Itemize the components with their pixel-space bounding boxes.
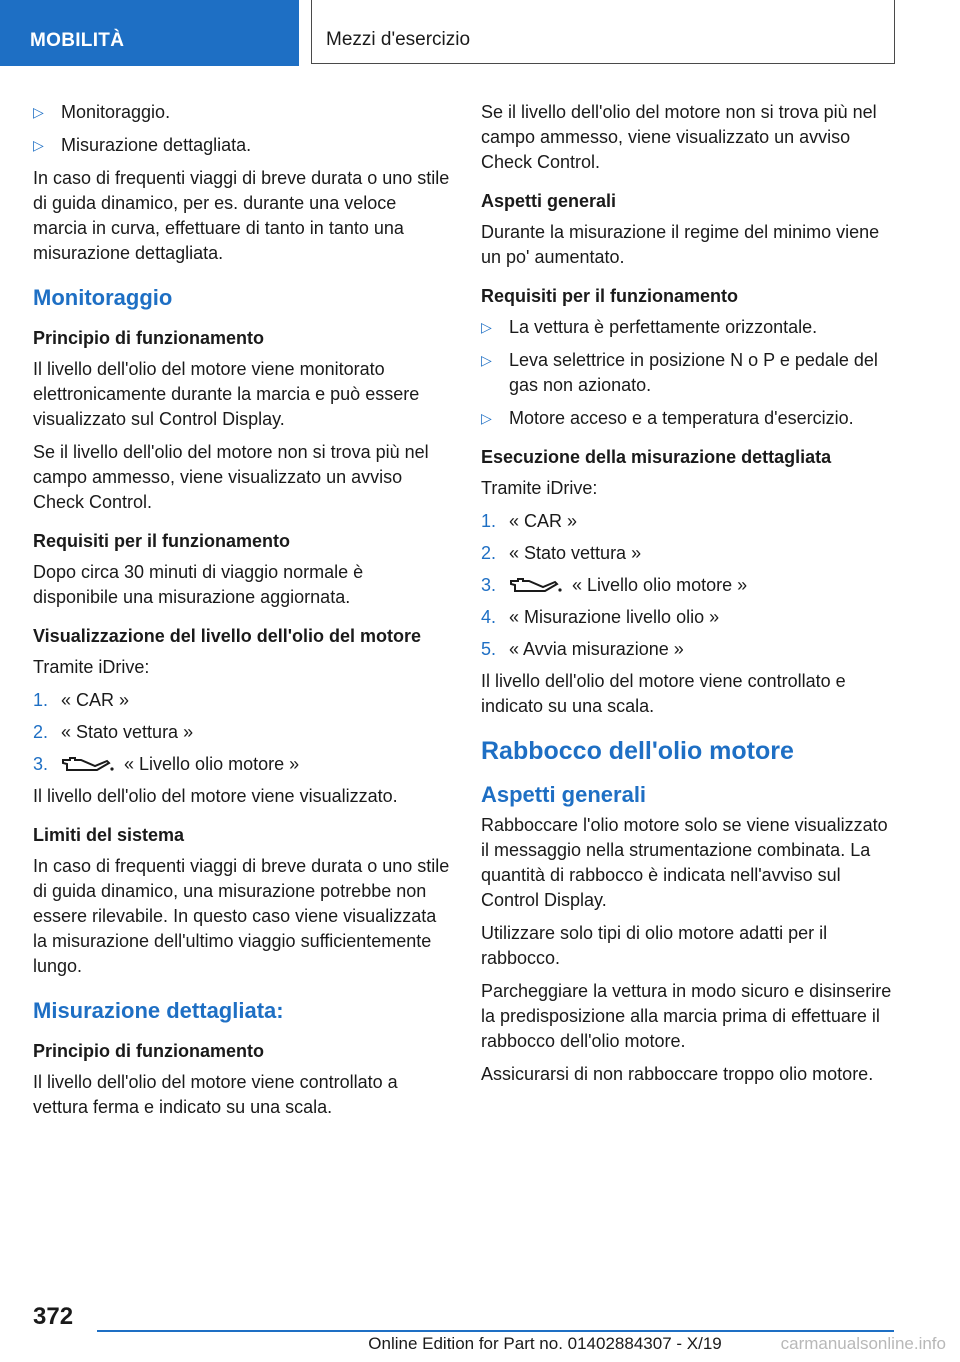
oil-can-icon bbox=[61, 755, 115, 773]
paragraph: Il livello dell'olio del motore viene controllato a vettura ferma e indicato su una scala. bbox=[33, 1072, 398, 1117]
page-number: 372 bbox=[33, 1303, 74, 1330]
left-column bbox=[33, 100, 451, 1128]
list-item: 2. « Stato vettura » bbox=[481, 543, 642, 563]
chapter-title: Mezzi d'esercizio bbox=[311, 0, 895, 64]
section-heading: Misurazione dettagliata: bbox=[33, 998, 284, 1023]
triangle-bullet-icon: ▷ bbox=[481, 410, 492, 426]
paragraph: Il livello dell'olio del motore viene visualizzato. bbox=[33, 786, 398, 806]
list-item: ▷ Monitoraggio. bbox=[33, 100, 451, 125]
list-item: 1. « CAR » bbox=[481, 511, 578, 531]
subheading: Limiti del sistema bbox=[33, 825, 185, 845]
list-item: 1. « CAR » bbox=[33, 690, 130, 710]
section-heading: Monitoraggio bbox=[33, 285, 173, 310]
subheading: Esecuzione della misurazione dettagliata bbox=[481, 447, 832, 467]
list-item: ▷ Misurazione dettagliata. bbox=[33, 133, 451, 158]
subheading: Requisiti per il funzionamento bbox=[33, 531, 291, 551]
paragraph: In caso di frequenti viaggi di breve durata o uno stile di guida dinamico, una misurazione potrebbe non essere rilevabile. In questo caso viene visualizzata la misurazione dell'ultimo viaggio sufficientemente lungo. bbox=[33, 856, 450, 976]
subheading: Principio di funzionamento bbox=[33, 328, 264, 348]
subheading: Visualizzazione del livello dell'olio del motore bbox=[33, 626, 422, 646]
paragraph: Tramite iDrive: bbox=[481, 478, 598, 498]
paragraph: Se il livello dell'olio del motore non si trova più nel campo ammesso, viene visualizzato un avviso Check Control. bbox=[481, 102, 877, 172]
right-column bbox=[481, 100, 899, 1095]
paragraph: Assicurarsi di non rabboccare troppo olio motore. bbox=[481, 1064, 874, 1084]
paragraph: Rabboccare l'olio motore solo se viene visualizzato il messaggio nella strumentazione combinata. La quantità di rabbocco è indicata nell'avviso sul Control Display. bbox=[481, 815, 888, 910]
paragraph: Il livello dell'olio del motore viene monitorato elettronicamente durante la marcia e può essere visualizzato sul Control Display. bbox=[33, 359, 420, 429]
triangle-bullet-icon: ▷ bbox=[481, 319, 492, 335]
paragraph: Se il livello dell'olio del motore non si trova più nel campo ammesso, viene visualizzato un avviso Check Control. bbox=[33, 442, 429, 512]
subheading: Principio di funzionamento bbox=[33, 1041, 264, 1061]
list-item: 3. « Livello olio motore » bbox=[33, 754, 300, 774]
subheading: Requisiti per il funzionamento bbox=[481, 286, 739, 306]
paragraph: Tramite iDrive: bbox=[33, 657, 150, 677]
paragraph: Il livello dell'olio del motore viene controllato e indicato su una scala. bbox=[481, 671, 846, 716]
paragraph: Utilizzare solo tipi di olio motore adatti per il rabbocco. bbox=[481, 923, 828, 968]
oil-can-icon bbox=[509, 576, 563, 594]
list-item: 4. « Misurazione livello olio » bbox=[481, 607, 720, 627]
list-item: 3. « Livello olio motore » bbox=[481, 575, 748, 595]
triangle-bullet-icon: ▷ bbox=[33, 137, 44, 153]
list-item: ▷ Motore acceso e a temperatura d'esercizio. bbox=[481, 406, 899, 431]
subheading: Aspetti generali bbox=[481, 191, 617, 211]
list-item: 5. « Avvia misurazione » bbox=[481, 639, 684, 659]
list-item: ▷ La vettura è perfettamente orizzontale. bbox=[481, 315, 899, 340]
section-label: MOBILITÀ bbox=[0, 0, 299, 66]
triangle-bullet-icon: ▷ bbox=[481, 352, 492, 368]
list-item: 2. « Stato vettura » bbox=[33, 722, 194, 742]
paragraph: Durante la misurazione il regime del minimo viene un po' aumentato. bbox=[481, 222, 880, 267]
paragraph: In caso di frequenti viaggi di breve durata o uno stile di guida dinamico, per es. durante una veloce marcia in curva, effettuare di tanto in tanto una misurazione dettagliata. bbox=[33, 168, 450, 263]
paragraph: Parcheggiare la vettura in modo sicuro e disinserire la predisposizione alla marcia prima di effettuare il rabbocco dell'olio motore. bbox=[481, 981, 892, 1051]
watermark: carmanualsonline.info bbox=[780, 1334, 946, 1353]
section-heading: Aspetti generali bbox=[481, 782, 647, 807]
paragraph: Dopo circa 30 minuti di viaggio normale è disponibile una misurazione aggiornata. bbox=[33, 562, 364, 607]
list-item: ▷ Leva selettrice in posizione N o P e pedale del gas non azionato. bbox=[481, 350, 878, 395]
page-header bbox=[0, 0, 960, 66]
footer-divider bbox=[97, 1330, 894, 1332]
edition-note: Online Edition for Part no. 01402884307 - X/19 bbox=[368, 1334, 722, 1353]
triangle-bullet-icon: ▷ bbox=[33, 104, 44, 120]
chapter-heading: Rabbocco dell'olio motore bbox=[481, 737, 794, 765]
